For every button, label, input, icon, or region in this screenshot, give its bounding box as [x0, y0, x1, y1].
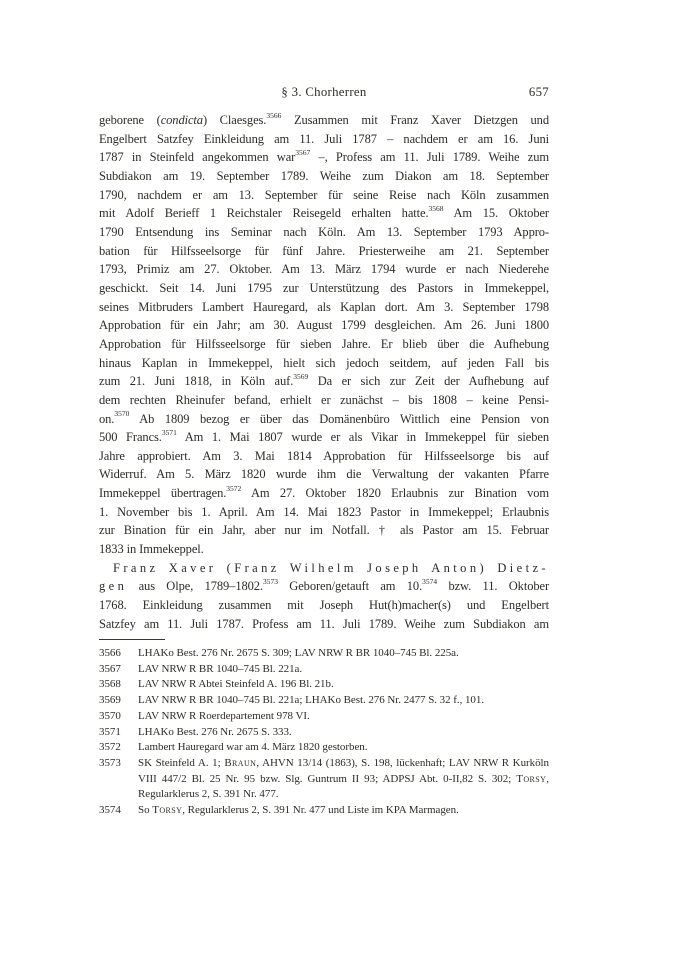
footnote: [99, 725, 549, 741]
footnote-ref: 3572: [226, 483, 242, 493]
footnote-ref: 3568: [428, 204, 444, 213]
footnote-number: 3570: [99, 709, 121, 722]
footnote-number: 3569: [99, 694, 121, 707]
text-line: [99, 447, 549, 466]
text-line: [99, 242, 549, 261]
text-line: [99, 111, 549, 130]
text-segment: zur Bination für ein Jahr, aber nur im Notfall. † als Pastor am 15. Februar: [99, 523, 549, 538]
text-line: [99, 148, 549, 167]
text-segment: zum 21. Juni 1818, in Köln auf.: [99, 374, 294, 389]
text-line: [99, 410, 549, 429]
text-line: [99, 503, 549, 522]
text-segment: condicta: [160, 113, 203, 127]
section-heading: § 3. Chorherren: [281, 85, 367, 99]
text-segment: 500 Francs.: [99, 430, 162, 445]
text-segment: 1833 in Immekeppel.: [99, 542, 204, 557]
text-segment: , Regularklerus 2, S. 391 Nr. 477 und Liste im KPA Marmagen.: [182, 804, 459, 817]
text-segment: Am 1. Mai 1807 wurde er als Vikar in Immekeppel für sieben: [176, 430, 549, 445]
text-segment: –, Profess am 11. Juli 1789. Weihe zum: [310, 150, 549, 165]
text-segment: LAV NRW R BR 1040–745 Bl. 221a; LHAKo Best. 276 Nr. 2477 S. 32 f., 101.: [138, 694, 485, 707]
text-segment: Approbation für Hilfsseelsorge für sieben Jahre. Er blieb über die Aufhebung: [99, 336, 549, 351]
text-segment: geschickt. Seit 14. Juni 1795 zur Unterstützung des Pastors in Immekeppel,: [99, 280, 549, 295]
text-segment: 1793, Primiz am 27. Oktober. Am 13. März 1794 wurde er nach Niederehe: [99, 262, 549, 277]
text-segment: LAV NRW R Abtei Steinfeld A. 196 Bl. 21b.: [138, 678, 334, 691]
text-line: [99, 465, 549, 484]
footnote-number: 3566: [99, 647, 121, 659]
text-segment: mit Adolf Berieff 1 Reichstaler Reisegeld erhalten hatte.: [99, 206, 429, 221]
text-segment: hinaus Kaplan in Immekeppel, hielt sich jedoch seitdem, auf jeden Fall bis: [99, 355, 549, 370]
footnote-ref: 3574: [422, 577, 438, 587]
footnote: [99, 662, 549, 678]
text-segment: 1. November bis 1. April. Am 14. Mai 1823 Pastor in Immekeppel; Erlaubnis: [99, 504, 549, 519]
footnote-number: 3574: [99, 804, 121, 817]
text-line: [99, 391, 549, 410]
text-segment: Torsy: [152, 804, 183, 817]
text-line: [99, 316, 549, 335]
text-line: [99, 130, 549, 149]
footnote-number: 3567: [99, 662, 121, 675]
text-segment: Lambert Hauregard war am 4. März 1820 gestorben.: [138, 741, 368, 754]
text-line: [99, 279, 549, 298]
footnote: [99, 740, 549, 756]
footnote-text: [138, 662, 549, 678]
footnote-ref: 3569: [293, 371, 309, 381]
text-segment: 1787 in Steinfeld angekommen war: [99, 150, 296, 165]
text-line: [99, 521, 549, 540]
text-line: [99, 260, 549, 279]
text-line: [99, 372, 549, 391]
text-segment: 1790, nachdem er am 13. September für seine Reise nach Köln zusammen: [99, 187, 549, 202]
footnotes-block: [99, 646, 549, 819]
text-line: [99, 204, 549, 223]
text-segment: geborene (: [99, 113, 161, 127]
text-segment: Satzfey am 11. Juli 1787. Profess am 11. Juli 1789. Weihe zum Subdiakon am: [99, 616, 549, 631]
text-segment: LAV NRW R Roerdepartement 978 VI.: [138, 709, 310, 722]
text-segment: Approbation für ein Jahr; am 30. August 1799 desgleichen. Am 26. Juni 1800: [99, 318, 549, 333]
text-segment: LHAKo Best. 276 Nr. 2675 S. 333.: [138, 725, 292, 738]
text-line: [99, 615, 549, 634]
text-segment: aus Olpe, 1789–1802.: [127, 579, 263, 594]
text-segment: bation für Hilfsseelsorge für fünf Jahre. Priesterweihe am 21. September: [99, 243, 549, 258]
text-segment: Engelbert Satzfey Einkleidung am 11. Juli 1787 – nachdem er am 16. Juni: [99, 131, 549, 146]
footnote-ref: 3567: [295, 148, 311, 158]
footnote: [99, 677, 549, 693]
text-line: [99, 577, 549, 596]
text-segment: Ab 1809 bezog er über das Domänenbüro Wittlich eine Pension von: [129, 411, 549, 426]
text-segment: Jahre approbiert. Am 3. Mai 1814 Approbation für Hilfsseelsorge bis auf: [99, 448, 549, 463]
text-segment: So: [138, 804, 153, 817]
text-segment: Braun: [224, 756, 257, 769]
text-segment: 1790 Entsendung ins Seminar nach Köln. Am 13. September 1793 Appro-: [99, 224, 549, 239]
footnote-number: 3568: [99, 678, 121, 691]
footnote-text: [138, 803, 549, 819]
text-segment: Da er sich zur Zeit der Aufhebung auf: [308, 374, 549, 389]
footnote-ref: 3573: [262, 577, 278, 587]
footnote-text: [138, 725, 549, 741]
footnote-ref: 3570: [114, 409, 130, 419]
footnote: [99, 646, 549, 662]
text-segment: LHAKo Best. 276 Nr. 2675 S. 309; LAV NRW R BR 1040–745 Bl. 225a.: [138, 647, 459, 659]
text-segment: gen: [99, 579, 128, 594]
text-line: [99, 335, 549, 354]
footnote: [99, 709, 549, 725]
footnote-text: [138, 646, 549, 662]
footnote-separator: [99, 639, 165, 640]
footnote-text: [138, 709, 549, 725]
text-segment: on.: [99, 411, 115, 426]
text-line: [99, 186, 549, 205]
footnote: [99, 803, 549, 819]
text-line: [99, 596, 549, 615]
text-segment: Subdiakon am 19. September 1789. Weihe zum Diakon am 18. September: [99, 168, 549, 183]
page-number: 657: [528, 85, 550, 99]
footnote-number: 3573: [99, 756, 121, 769]
footnote-ref: 3571: [161, 427, 177, 437]
footnote-text: [138, 756, 549, 803]
text-segment: seines Mitbruders Lambert Hauregard, als Kaplan dort. Am 3. September 1798: [99, 299, 549, 314]
text-line: [99, 428, 549, 447]
text-segment: bzw. 11. Oktober: [437, 579, 550, 594]
text-segment: 1768. Einkleidung zusammen mit Joseph Hut(h)macher(s) und Engelbert: [99, 598, 549, 613]
footnote-text: [138, 740, 549, 756]
text-line: [99, 223, 549, 242]
text-segment: Widerruf. Am 5. März 1820 wurde ihm die Verwaltung der vakanten Pfarre: [99, 467, 549, 482]
text-segment: LAV NRW R BR 1040–745 Bl. 221a.: [138, 662, 303, 675]
footnote: [99, 756, 549, 803]
footnote-number: 3572: [99, 741, 121, 754]
text-line: [99, 484, 549, 503]
text-segment: Am 15. Oktober: [443, 206, 549, 221]
text-line: [99, 540, 549, 559]
footnote-ref: 3566: [266, 110, 282, 120]
text-line: [99, 167, 549, 186]
footnote-number: 3571: [99, 725, 121, 738]
text-segment: Torsy: [516, 772, 547, 785]
footnote: [99, 693, 549, 709]
text-segment: SK Steinfeld A. 1;: [138, 756, 225, 769]
text-line: [99, 559, 549, 578]
footnote-text: [138, 677, 549, 693]
footnote-text: [138, 693, 549, 709]
text-line: [99, 298, 549, 317]
text-segment: dem rechten Rheinufer befand, erhielt er zunächst – bis 1808 – keine Pensi-: [99, 392, 549, 407]
text-segment: Am 27. Oktober 1820 Erlaubnis zur Bination vom: [241, 486, 549, 501]
text-segment: ) Claesges.: [202, 113, 267, 127]
text-segment: , Regularklerus 2, S. 391 Nr. 477.: [138, 772, 549, 801]
text-segment: Zusammen mit Franz Xaver Dietzgen und: [281, 113, 549, 127]
main-text: [99, 111, 549, 633]
text-segment: Franz Xaver (Franz Wilhelm Joseph Anton) Dietz-: [113, 560, 549, 575]
text-segment: Geboren/getauft am 10.: [277, 579, 423, 594]
running-header: [99, 85, 549, 100]
text-segment: , AHVN 13/14 (1863), S. 198, lückenhaft; LAV NRW R Kurköln VIII 447/2 Bl. 25 Nr. 95 bzw. Slg. Guntrum II 93; ADPSJ Abt. 0-II,82 S. 302;: [138, 756, 549, 785]
text-segment: Immekeppel übertragen.: [99, 486, 227, 501]
text-line: [99, 354, 549, 373]
